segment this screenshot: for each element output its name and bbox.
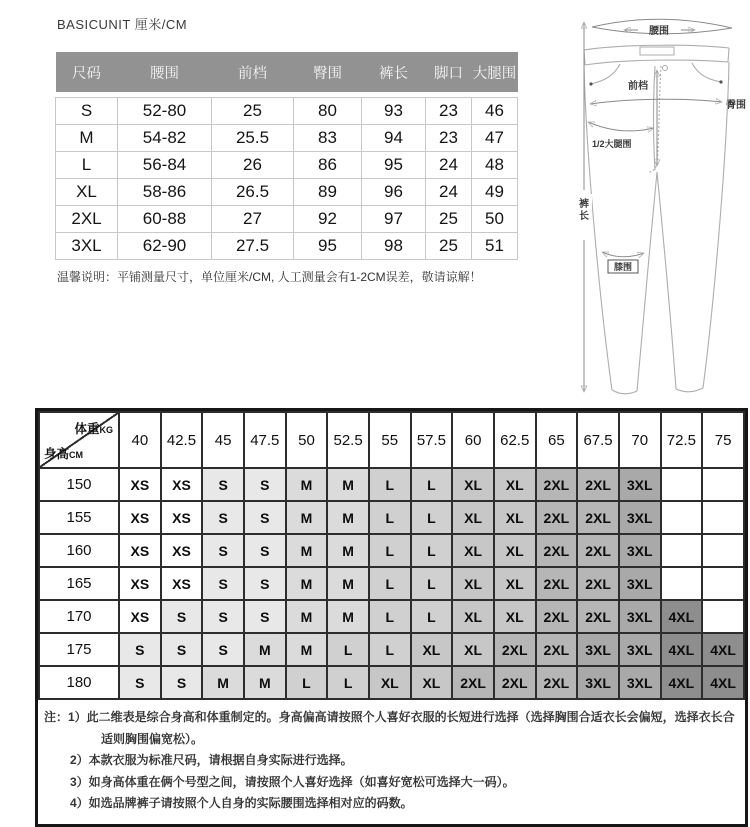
recommended-size-cell: M xyxy=(286,501,328,534)
recommended-size-cell: XS xyxy=(161,534,203,567)
weight-header-cell: 50 xyxy=(286,412,328,468)
recommended-size-cell: L xyxy=(327,666,369,699)
matrix-row xyxy=(39,567,744,600)
recommended-size-cell: 3XL xyxy=(619,600,661,633)
size-table-cell: 58-86 xyxy=(118,179,212,206)
recommended-size-cell: 2XL xyxy=(452,666,494,699)
recommended-size-cell: 3XL xyxy=(619,468,661,501)
matrix-row xyxy=(39,600,744,633)
recommended-size-cell: 2XL xyxy=(536,666,578,699)
size-table-header-cell: 脚口 xyxy=(426,52,472,92)
size-table-header-cell: 尺码 xyxy=(56,52,118,92)
height-weight-box xyxy=(35,408,748,827)
weight-header-cell: 70 xyxy=(619,412,661,468)
recommended-size-cell: M xyxy=(286,633,328,666)
size-table-cell: 27.5 xyxy=(212,233,294,260)
recommended-size-cell: XL xyxy=(452,633,494,666)
size-table-cell: 48 xyxy=(472,152,518,179)
recommended-size-cell: S xyxy=(161,666,203,699)
waist-label: 腰围 xyxy=(649,26,669,37)
recommended-size-cell: S xyxy=(119,633,161,666)
matrix-row xyxy=(39,666,744,699)
size-table-cell: 25 xyxy=(426,206,472,233)
size-table-cell: 2XL xyxy=(56,206,118,233)
right-rivet xyxy=(719,80,722,83)
recommended-size-cell: XL xyxy=(452,534,494,567)
weight-header-cell: 52.5 xyxy=(327,412,369,468)
recommended-size-cell: 2XL xyxy=(494,666,536,699)
size-table-cell: 80 xyxy=(294,98,362,125)
size-table-header-cell: 大腿围 xyxy=(472,52,518,92)
note-line: 3）如身高体重在俩个号型之间，请按照个人喜好选择（如喜好宽松可选择大一码）。 xyxy=(70,774,515,789)
recommended-size-cell: XS xyxy=(119,468,161,501)
right-pocket xyxy=(692,63,722,82)
recommended-size-cell: M xyxy=(327,534,369,567)
recommended-size-cell: S xyxy=(244,600,286,633)
left-leg-hem xyxy=(612,390,637,394)
recommended-size-cell: XL xyxy=(411,633,453,666)
recommended-size-cell: S xyxy=(202,468,244,501)
recommended-size-cell: M xyxy=(327,468,369,501)
recommended-size-cell: 3XL xyxy=(577,633,619,666)
right-leg-inner-seam xyxy=(657,172,676,389)
waistband-bottom xyxy=(585,60,728,65)
matrix-header-row xyxy=(39,412,744,468)
recommended-size-cell: 2XL xyxy=(536,534,578,567)
recommended-size-cell: 2XL xyxy=(536,633,578,666)
recommended-size-cell: S xyxy=(161,633,203,666)
button xyxy=(663,66,668,71)
recommended-size-cell: M xyxy=(286,600,328,633)
size-table-cell: 47 xyxy=(472,125,518,152)
recommended-size-cell: S xyxy=(202,600,244,633)
height-header-cell: 155 xyxy=(39,501,119,534)
recommended-size-cell: XL xyxy=(411,666,453,699)
recommended-size-cell: XS xyxy=(161,501,203,534)
matrix-row xyxy=(39,468,744,501)
page-title: BASICUNIT 厘米/CM xyxy=(57,17,188,32)
recommended-size-cell: 4XL xyxy=(702,666,744,699)
size-table-cell: 49 xyxy=(472,179,518,206)
recommended-size-cell: S xyxy=(244,468,286,501)
size-table-cell: 97 xyxy=(362,206,426,233)
size-table-cell: 89 xyxy=(294,179,362,206)
recommended-size-cell xyxy=(702,534,744,567)
recommended-size-cell: S xyxy=(244,501,286,534)
note-line: 4）如选品牌裤子请按照个人自身的实际腰围选择相对应的码数。 xyxy=(70,796,413,811)
recommended-size-cell: 3XL xyxy=(577,666,619,699)
weight-header-cell: 42.5 xyxy=(161,412,203,468)
recommended-size-cell: XL xyxy=(494,567,536,600)
recommended-size-cell: 4XL xyxy=(661,666,703,699)
recommended-size-cell: L xyxy=(286,666,328,699)
size-table-cell: 3XL xyxy=(56,233,118,260)
waistband-right-edge xyxy=(728,48,729,62)
pants-length-label: 裤长 xyxy=(579,199,589,222)
recommended-size-cell: S xyxy=(202,633,244,666)
half-thigh-label: 1/2大腿围 xyxy=(592,139,632,149)
weight-header-cell: 62.5 xyxy=(494,412,536,468)
size-table-cell: 60-88 xyxy=(118,206,212,233)
size-table-cell: 24 xyxy=(426,179,472,206)
recommended-size-cell: M xyxy=(202,666,244,699)
size-table-cell: 27 xyxy=(212,206,294,233)
recommended-size-cell: 4XL xyxy=(661,600,703,633)
recommended-size-cell: 2XL xyxy=(577,567,619,600)
height-weight-table xyxy=(38,411,745,700)
recommended-size-cell: L xyxy=(411,600,453,633)
size-table-cell: 56-84 xyxy=(118,152,212,179)
height-header-cell: 175 xyxy=(39,633,119,666)
size-table-header-cell: 裤长 xyxy=(362,52,426,92)
recommended-size-cell: S xyxy=(202,501,244,534)
size-selection-notes xyxy=(38,700,745,824)
recommended-size-cell: 2XL xyxy=(577,534,619,567)
waistband-top xyxy=(584,45,729,50)
measure-note: 温馨说明：平铺测量尺寸，单位厘米/CM, 人工测量会有1-2CM误差，敬请谅解！ xyxy=(57,270,482,284)
knee-arrow xyxy=(602,252,644,257)
size-table-row xyxy=(56,125,518,152)
size-table-cell: 51 xyxy=(472,233,518,260)
left-pocket xyxy=(590,64,620,84)
matrix-row xyxy=(39,534,744,567)
recommended-size-cell: 3XL xyxy=(619,501,661,534)
recommended-size-cell: M xyxy=(286,567,328,600)
recommended-size-cell: S xyxy=(202,534,244,567)
size-table-cell: XL xyxy=(56,179,118,206)
note-line: 2）本款衣服为标准尺码，请根据自身实际进行选择。 xyxy=(70,753,353,768)
size-table-header-row xyxy=(56,52,518,92)
size-table-cell: 25.5 xyxy=(212,125,294,152)
weight-header-cell: 72.5 xyxy=(661,412,703,468)
size-table-cell: 94 xyxy=(362,125,426,152)
matrix-row xyxy=(39,633,744,666)
recommended-size-cell: 2XL xyxy=(577,501,619,534)
recommended-size-cell: 2XL xyxy=(577,600,619,633)
recommended-size-cell: M xyxy=(286,534,328,567)
recommended-size-cell: 2XL xyxy=(536,501,578,534)
recommended-size-cell: 4XL xyxy=(702,633,744,666)
size-table-cell: 23 xyxy=(426,125,472,152)
size-table-row xyxy=(56,152,518,179)
weight-header-cell: 47.5 xyxy=(244,412,286,468)
recommended-size-cell: XS xyxy=(119,501,161,534)
recommended-size-cell: L xyxy=(369,600,411,633)
recommended-size-cell: XS xyxy=(119,600,161,633)
recommended-size-cell: 4XL xyxy=(661,633,703,666)
size-table-cell: L xyxy=(56,152,118,179)
recommended-size-cell: S xyxy=(161,600,203,633)
recommended-size-cell: XL xyxy=(452,567,494,600)
recommended-size-cell: L xyxy=(369,534,411,567)
recommended-size-cell xyxy=(661,534,703,567)
height-header-cell: 160 xyxy=(39,534,119,567)
recommended-size-cell: 3XL xyxy=(619,633,661,666)
recommended-size-cell: L xyxy=(411,501,453,534)
size-table-cell: M xyxy=(56,125,118,152)
recommended-size-cell: XL xyxy=(494,534,536,567)
recommended-size-cell: 2XL xyxy=(536,468,578,501)
recommended-size-cell: S xyxy=(244,534,286,567)
recommended-size-cell: M xyxy=(244,666,286,699)
recommended-size-cell: XL xyxy=(494,600,536,633)
recommended-size-cell: L xyxy=(369,567,411,600)
fly-line xyxy=(654,66,656,170)
size-table xyxy=(55,52,518,260)
fly-stitch xyxy=(649,66,661,172)
recommended-size-cell: 2XL xyxy=(577,468,619,501)
size-table-header-cell: 臀围 xyxy=(294,52,362,92)
size-table-cell: 83 xyxy=(294,125,362,152)
recommended-size-cell: XL xyxy=(494,468,536,501)
height-header-cell: 165 xyxy=(39,567,119,600)
recommended-size-cell: S xyxy=(202,567,244,600)
recommended-size-cell: L xyxy=(411,534,453,567)
recommended-size-cell: L xyxy=(411,567,453,600)
recommended-size-cell: L xyxy=(369,468,411,501)
size-table-header-cell: 腰围 xyxy=(118,52,212,92)
size-table-row xyxy=(56,206,518,233)
size-table-cell: 46 xyxy=(472,98,518,125)
recommended-size-cell: S xyxy=(119,666,161,699)
right-leg-hem xyxy=(676,388,703,392)
weight-header-cell: 45 xyxy=(202,412,244,468)
recommended-size-cell: XL xyxy=(494,501,536,534)
recommended-size-cell xyxy=(702,468,744,501)
recommended-size-cell: M xyxy=(286,468,328,501)
recommended-size-cell xyxy=(702,501,744,534)
recommended-size-cell: XS xyxy=(161,468,203,501)
recommended-size-cell xyxy=(661,501,703,534)
recommended-size-cell: 2XL xyxy=(536,567,578,600)
hip-arrow xyxy=(590,99,722,104)
recommended-size-cell: XS xyxy=(161,567,203,600)
size-table-cell: 95 xyxy=(294,233,362,260)
front-rise-label: 前档 xyxy=(628,81,648,92)
recommended-size-cell: S xyxy=(244,567,286,600)
recommended-size-cell xyxy=(702,567,744,600)
size-table-cell: 52-80 xyxy=(118,98,212,125)
size-table-row xyxy=(56,233,518,260)
knee-label: 膝围 xyxy=(613,262,633,272)
size-table-cell: 62-90 xyxy=(118,233,212,260)
weight-header-cell: 75 xyxy=(702,412,744,468)
recommended-size-cell: 2XL xyxy=(536,600,578,633)
recommended-size-cell xyxy=(661,567,703,600)
note-line: 注：1）此二维表是综合身高和体重制定的。身高偏高请按照个人喜好衣服的长短进行选择（选择胸围合适衣长会偏短，选择衣长合适则胸围偏宽松）。 xyxy=(44,710,735,746)
height-axis-label: 身高CM xyxy=(44,447,84,461)
weight-header-cell: 40 xyxy=(119,412,161,468)
size-table-cell: 24 xyxy=(426,152,472,179)
pants-diagram xyxy=(562,4,750,402)
size-table-cell: 54-82 xyxy=(118,125,212,152)
size-table-cell: 95 xyxy=(362,152,426,179)
hip-label: 臀围 xyxy=(726,100,746,111)
size-table-cell: 25 xyxy=(212,98,294,125)
size-table-cell: 93 xyxy=(362,98,426,125)
recommended-size-cell xyxy=(661,468,703,501)
size-table-cell: 23 xyxy=(426,98,472,125)
recommended-size-cell: M xyxy=(327,567,369,600)
size-table-cell: 26.5 xyxy=(212,179,294,206)
height-header-cell: 180 xyxy=(39,666,119,699)
recommended-size-cell: 2XL xyxy=(494,633,536,666)
size-table-row xyxy=(56,98,518,125)
waistband-patch xyxy=(640,47,674,55)
recommended-size-cell: 3XL xyxy=(619,534,661,567)
recommended-size-cell: L xyxy=(369,633,411,666)
half-thigh-arrow xyxy=(588,122,654,131)
recommended-size-cell: L xyxy=(327,633,369,666)
recommended-size-cell: XL xyxy=(369,666,411,699)
recommended-size-cell: M xyxy=(327,600,369,633)
recommended-size-cell xyxy=(702,600,744,633)
size-table-cell: 98 xyxy=(362,233,426,260)
weight-header-cell: 67.5 xyxy=(577,412,619,468)
recommended-size-cell: 3XL xyxy=(619,666,661,699)
left-rivet xyxy=(589,82,592,85)
recommended-size-cell: XL xyxy=(452,501,494,534)
recommended-size-cell: L xyxy=(369,501,411,534)
height-header-cell: 170 xyxy=(39,600,119,633)
matrix-corner-cell xyxy=(39,412,119,468)
recommended-size-cell: XS xyxy=(119,567,161,600)
size-table-cell: S xyxy=(56,98,118,125)
recommended-size-cell: XL xyxy=(452,468,494,501)
matrix-row xyxy=(39,501,744,534)
recommended-size-cell: XS xyxy=(119,534,161,567)
weight-header-cell: 65 xyxy=(536,412,578,468)
size-table-cell: 86 xyxy=(294,152,362,179)
recommended-size-cell: 3XL xyxy=(619,567,661,600)
size-table-cell: 50 xyxy=(472,206,518,233)
size-table-cell: 25 xyxy=(426,233,472,260)
size-table-row xyxy=(56,179,518,206)
weight-header-cell: 57.5 xyxy=(411,412,453,468)
size-table-header-cell: 前档 xyxy=(212,52,294,92)
recommended-size-cell: M xyxy=(327,501,369,534)
weight-header-cell: 55 xyxy=(369,412,411,468)
recommended-size-cell: XL xyxy=(452,600,494,633)
height-header-cell: 150 xyxy=(39,468,119,501)
weight-axis-label: 体重KG xyxy=(74,422,113,436)
recommended-size-cell: M xyxy=(244,633,286,666)
size-table-cell: 26 xyxy=(212,152,294,179)
weight-header-cell: 60 xyxy=(452,412,494,468)
size-table-cell: 96 xyxy=(362,179,426,206)
size-table-cell: 92 xyxy=(294,206,362,233)
recommended-size-cell: L xyxy=(411,468,453,501)
left-leg-inner-seam xyxy=(637,172,657,391)
